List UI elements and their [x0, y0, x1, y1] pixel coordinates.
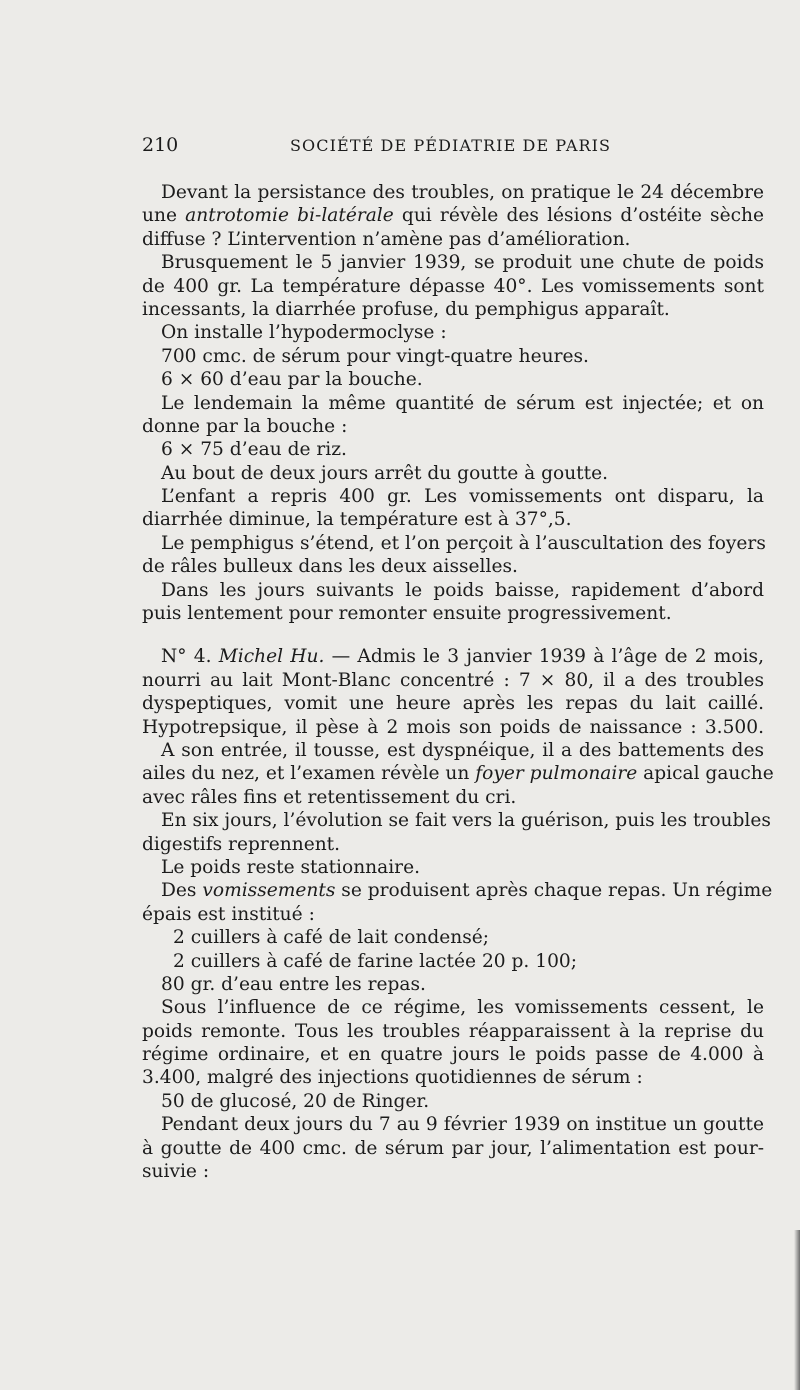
text-line: épais est institué : — [142, 903, 315, 925]
text-line: donne par la bouche : — [142, 415, 348, 437]
text-line: dyspeptiques, vomit une heure après les repas du lait caillé. — [142, 693, 764, 715]
text-line: Sous l’influence de ce régime, les vomissements cessent, le — [161, 997, 764, 1019]
text-line: de râles bulleux dans les deux aisselles. — [142, 556, 518, 578]
text-line: Le poids reste stationnaire. — [161, 856, 420, 878]
text-line: 6 × 60 d’eau par la bouche. — [161, 369, 423, 391]
text-line: à goutte de 400 cmc. de sérum par jour, l’alimentation est pour- — [142, 1137, 764, 1159]
text-line: suivie : — [142, 1161, 210, 1183]
text-line: puis lentement pour remonter ensuite progressivement. — [142, 603, 672, 625]
text-line: Le pemphigus s’étend, et l’on perçoit à l’auscultation des foyers — [161, 532, 766, 554]
text-line: incessants, la diarrhée profuse, du pemphigus apparaît. — [142, 298, 670, 320]
running-title: SOCIÉTÉ DE PÉDIATRIE DE PARIS — [290, 136, 612, 155]
text-line: En six jours, l’évolution se fait vers la guérison, puis les troubles — [161, 810, 771, 832]
text-line: 3.400, malgré des injections quotidiennes de sérum : — [142, 1067, 643, 1089]
italic-term: foyer pulmonaire — [475, 763, 638, 785]
page-edge-shadow — [794, 1230, 800, 1390]
text-line: A son entrée, il tousse, est dyspnéique, il a des battements des — [161, 739, 764, 761]
text-line: nourri au lait Mont-Blanc concentré : 7 × 80, il a des troubles — [142, 669, 764, 691]
text-line: diffuse ? L’intervention n’amène pas d’amélioration. — [142, 228, 631, 250]
text-line: Dans les jours suivants le poids baisse, rapidement d’abord — [161, 579, 764, 601]
text-line: On installe l’hypodermoclyse : — [161, 322, 447, 344]
text-line: 80 gr. d’eau entre les repas. — [161, 973, 426, 995]
text-line: Pendant deux jours du 7 au 9 février 1939 on institue un goutte — [161, 1114, 764, 1136]
text-line: 6 × 75 d’eau de riz. — [161, 439, 347, 461]
text-line: L’enfant a repris 400 gr. Les vomissements ont disparu, la — [161, 486, 764, 508]
italic-term: antrotomie bi-latérale — [185, 205, 394, 227]
text-line: Brusquement le 5 janvier 1939, se produit une chute de poids — [161, 252, 764, 274]
body-text — [142, 181, 774, 1183]
section-gap — [142, 625, 764, 645]
text-line: régime ordinaire, et en quatre jours le poids passe de 4.000 à — [142, 1044, 764, 1066]
page-number: 210 — [142, 134, 179, 156]
text-line: Hypotrepsique, il pèse à 2 mois son poids de naissance : 3.500. — [142, 716, 764, 738]
text-line: 2 cuillers à café de farine lactée 20 p. 100; — [173, 950, 577, 972]
italic-term: vomissements — [202, 880, 336, 902]
text-line: de 400 gr. La température dépasse 40°. Les vomissements sont — [142, 275, 764, 297]
text-line: poids remonte. Tous les troubles réapparaissent à la reprise du — [142, 1020, 764, 1042]
text-line: Des vomissements se produisent après chaque repas. Un régime — [161, 880, 773, 902]
text-line: Devant la persistance des troubles, on pratique le 24 décembre — [161, 182, 764, 203]
text-line: Au bout de deux jours arrêt du goutte à goutte. — [161, 462, 609, 484]
patient-name: Michel Hu. — [218, 646, 325, 668]
text-line: une antrotomie bi-latérale qui révèle des lésions d’ostéite sèche — [142, 205, 764, 227]
text-line: ailes du nez, et l’examen révèle un foyer pulmonaire apical gauche — [142, 763, 774, 785]
text-line: Le lendemain la même quantité de sérum est injectée; et on — [161, 392, 764, 414]
text-line: 700 cmc. de sérum pour vingt-quatre heures. — [161, 345, 589, 367]
text-line: avec râles fins et retentissement du cri. — [142, 786, 517, 808]
text-line: diarrhée diminue, la température est à 37°,5. — [142, 509, 572, 531]
text-line: digestifs reprennent. — [142, 833, 341, 855]
text-line: 2 cuillers à café de lait condensé; — [173, 927, 490, 949]
text-line: 50 de glucosé, 20 de Ringer. — [161, 1090, 430, 1112]
page-header — [142, 132, 762, 158]
text-line: N° 4. Michel Hu. — Admis le 3 janvier 1939 à l’âge de 2 mois, — [161, 646, 764, 668]
